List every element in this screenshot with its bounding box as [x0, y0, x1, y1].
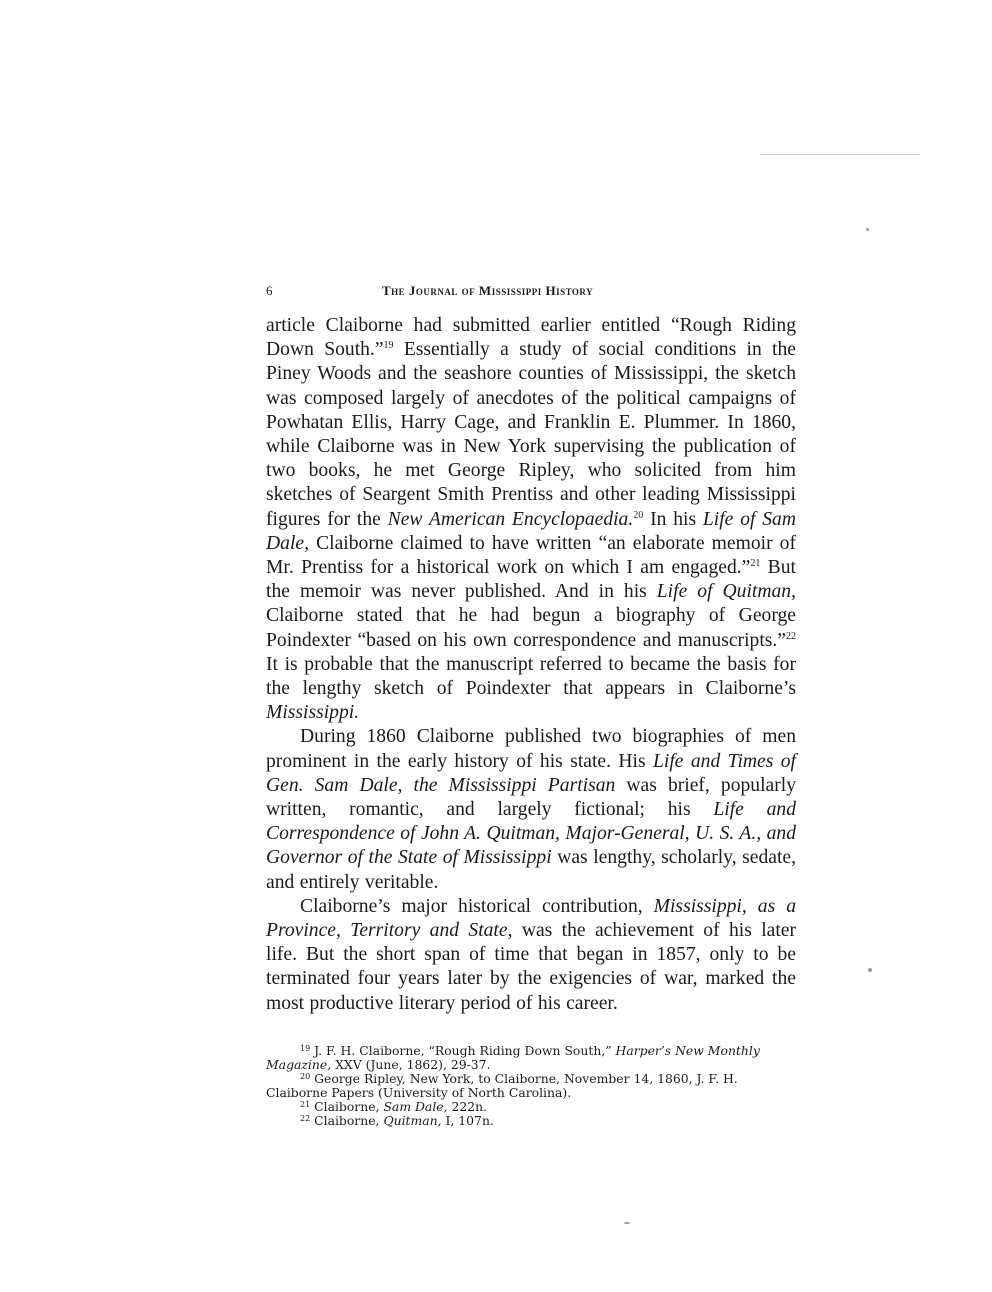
- footnote-ref-22: 22: [786, 630, 796, 642]
- body-text: [266, 314, 796, 1016]
- journal-title: The Journal of Mississippi History: [382, 283, 594, 298]
- footnote-21: $^{21}$ Claiborne, Sam Dale, 222n.: [300, 1098, 488, 1114]
- footnote-19: $^{19}$ J. F. H. Claiborne, “Rough Riding Down South,” Harper’s New Monthly Magazine, XXV (June, 1862), 29-37.: [266, 1042, 760, 1072]
- footnotes: [266, 1044, 796, 1128]
- paragraph-2: During 1860 Claiborne published two biographies of men prominent in the early history of his state. His Life and Times of Gen. Sam Dale, the Mississippi Partisan was brief, popularly written, romantic, and largely fictional; his Life and Correspondence of John A. Quitman, Major-General, U. S. A., and Governor of the State of Mississippi was lengthy, scholarly, sedate, and entirely veritable.: [266, 726, 797, 893]
- page-number: 6: [266, 283, 273, 298]
- paragraph-1: article Claiborne had submitted earlier entitled “Rough Riding Down South.”$^{19}$ Essentially a study of social conditions in the Piney Woods and the seashore counties of Mississippi, the sketch was composed largely of anecdotes of the political campaigns of Powhatan Ellis, Harry Cage, and Franklin E. Plummer. In 1860, while Claiborne was in New York supervising the publication of two books, he met George Ripley, who solicited from him sketches of Seargent Smith Prentiss and other leading Mississippi figures for the New American Encyclopaedia.$^{20}$ In his Life of Sam Dale, Claiborne claimed to have written “an elaborate memoir of Mr. Prentiss for a historical work on which I am engaged.”$^{21}$ But the memoir was never published. And in his Life of Quitman, Claiborne stated that he had begun a biography of George Poindexter “based on his own correspondence and manuscripts.”$^{22}$ It is probable that the manuscript referred to became the basis for the lengthy sketch of Poindexter that appears in Claiborne’s Mississippi.: [266, 315, 796, 724]
- paragraph-3: Claiborne’s major historical contribution, Mississippi, as a Province, Territory and State, was the achievement of his later life. But the short span of time that began in 1857, only to be terminated four years later by the exigencies of war, marked the most productive literary period of his career.: [266, 895, 797, 1014]
- top-edge-rule: [760, 154, 920, 155]
- scan-speck: [868, 968, 872, 972]
- journal-page: [266, 283, 796, 1128]
- footnote-ref-19: 19: [383, 340, 394, 352]
- footnote-22: $^{22}$ Claiborne, Quitman, I, 107n.: [300, 1112, 494, 1128]
- scan-speck: [866, 228, 869, 231]
- running-head: [266, 283, 796, 305]
- footnote-ref-21: 21: [750, 558, 761, 570]
- footnote-20: $^{20}$ George Ripley, New York, to Claiborne, November 14, 1860, J. F. H. Claiborne Papers (University of North Carolina).: [266, 1070, 738, 1100]
- scan-speck: [624, 1222, 630, 1224]
- footnote-ref-20: 20: [633, 509, 644, 521]
